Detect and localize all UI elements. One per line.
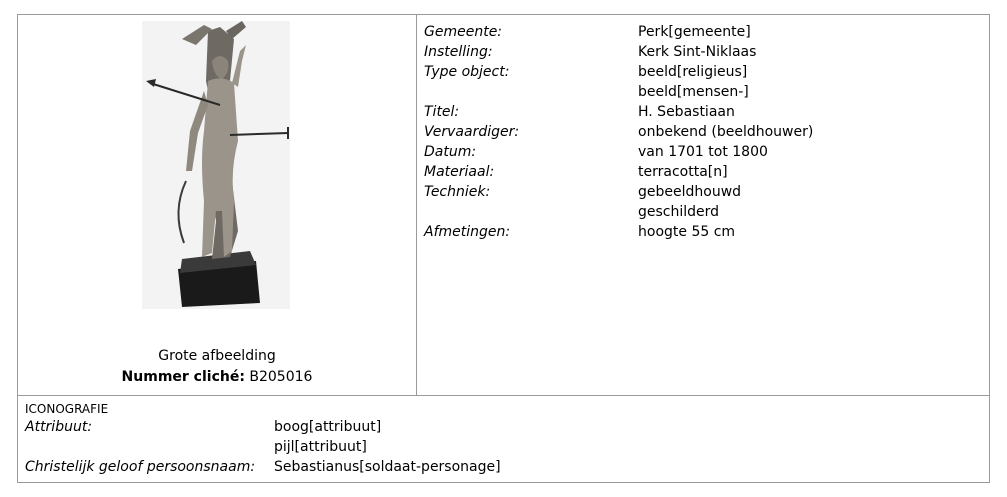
meta-label: Materiaal:: [424, 164, 495, 180]
icon-row: [25, 437, 367, 457]
meta-label: Vervaardiger:: [424, 124, 520, 140]
icon-value: Sebastianus[soldaat-personage]: [274, 459, 501, 475]
image-cell: [18, 15, 417, 395]
meta-label: Afmetingen:: [424, 224, 511, 240]
icon-row: [25, 417, 382, 437]
meta-label: Techniek:: [424, 184, 491, 200]
meta-label: Datum:: [424, 144, 477, 160]
cliche-value: B205016: [249, 369, 313, 385]
cliche-number: [18, 369, 416, 385]
meta-value: H. Sebastiaan: [638, 104, 735, 120]
meta-value: beeld[mensen-]: [638, 84, 749, 100]
meta-value: Kerk Sint-Niklaas: [638, 44, 757, 60]
meta-label: Titel:: [424, 104, 460, 120]
icon-value: boog[attribuut]: [274, 419, 382, 435]
meta-value: onbekend (beeldhouwer): [638, 124, 814, 140]
large-image-link[interactable]: Grote afbeelding: [158, 348, 276, 364]
icon-label: Attribuut:: [25, 419, 93, 435]
meta-value: geschilderd: [638, 204, 720, 220]
meta-value: beeld[religieus]: [638, 64, 748, 80]
record-table: [17, 14, 990, 483]
cliche-label: Nummer cliché:: [121, 369, 245, 385]
section-title: ICONOGRAFIE: [25, 402, 109, 416]
iconografie-section: [25, 401, 501, 477]
icon-label: Christelijk geloof persoonsnaam:: [25, 459, 256, 475]
meta-label: Type object:: [424, 64, 510, 80]
meta-value: terracotta[n]: [638, 164, 728, 180]
meta-value: van 1701 tot 1800: [638, 144, 768, 160]
meta-value: hoogte 55 cm: [638, 224, 736, 240]
meta-value: gebeeldhouwd: [638, 184, 742, 200]
sculpture-photo[interactable]: [142, 21, 290, 309]
meta-label: Instelling:: [424, 44, 493, 60]
meta-label: Gemeente:: [424, 24, 503, 40]
icon-value: pijl[attribuut]: [274, 439, 367, 455]
icon-row: [25, 457, 501, 477]
record-top-row: [18, 15, 989, 396]
meta-value: Perk[gemeente]: [638, 24, 751, 40]
